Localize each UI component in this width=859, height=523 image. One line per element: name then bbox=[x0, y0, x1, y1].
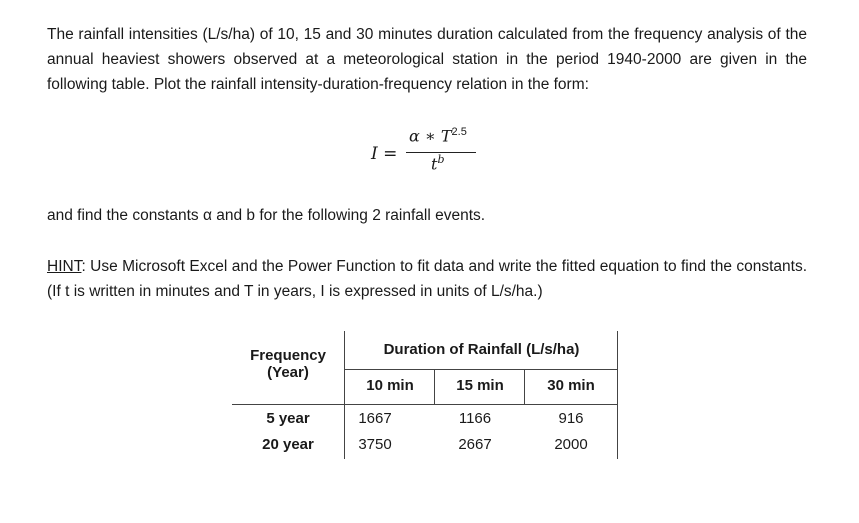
table-divider-h2 bbox=[232, 404, 618, 405]
row-label: 5 year bbox=[266, 410, 310, 427]
column-header: 30 min bbox=[547, 377, 595, 394]
column-header: 10 min bbox=[366, 377, 414, 394]
hint-paragraph bbox=[47, 254, 807, 304]
row-label: 20 year bbox=[262, 436, 314, 453]
formula-numerator: α ∗ $T^{2.5}$ bbox=[409, 126, 467, 146]
formula-lhs: I = bbox=[371, 144, 398, 164]
rainfall-table bbox=[232, 331, 618, 459]
table-cell: 1667 bbox=[358, 410, 392, 427]
formula-denominator: $t^b$ bbox=[431, 153, 445, 174]
table-cell: 2000 bbox=[554, 436, 588, 453]
table-cell: 2667 bbox=[458, 436, 492, 453]
duration-header: Duration of Rainfall (L/s/ha) bbox=[383, 341, 580, 358]
frequency-header: Frequency (Year) bbox=[250, 347, 326, 381]
hint-label: HINT bbox=[47, 258, 82, 275]
hint-text: : Use Microsoft Excel and the Power Function to fit data and write the fitted equation to find the constants. (If t is written in minutes and T in years, I is expressed in units of L/s/ha.) bbox=[47, 258, 807, 300]
column-header: 15 min bbox=[456, 377, 504, 394]
intro-paragraph: The rainfall intensities (L/s/ha) of 10, 15 and 30 minutes duration calculated from the frequency analysis of the annual heaviest showers observed at a meteorological station in the period 1940-2000 are given in the following table. Plot the rainfall intensity-duration-frequency relation in the form: bbox=[47, 26, 807, 93]
table-cell: 1166 bbox=[458, 410, 492, 427]
table-cell: 916 bbox=[558, 410, 584, 427]
table-cell: 3750 bbox=[358, 436, 392, 453]
table-divider-h1 bbox=[345, 369, 618, 370]
idf-formula bbox=[371, 124, 491, 184]
find-paragraph: and find the constants α and b for the following 2 rainfall events. bbox=[47, 207, 486, 224]
